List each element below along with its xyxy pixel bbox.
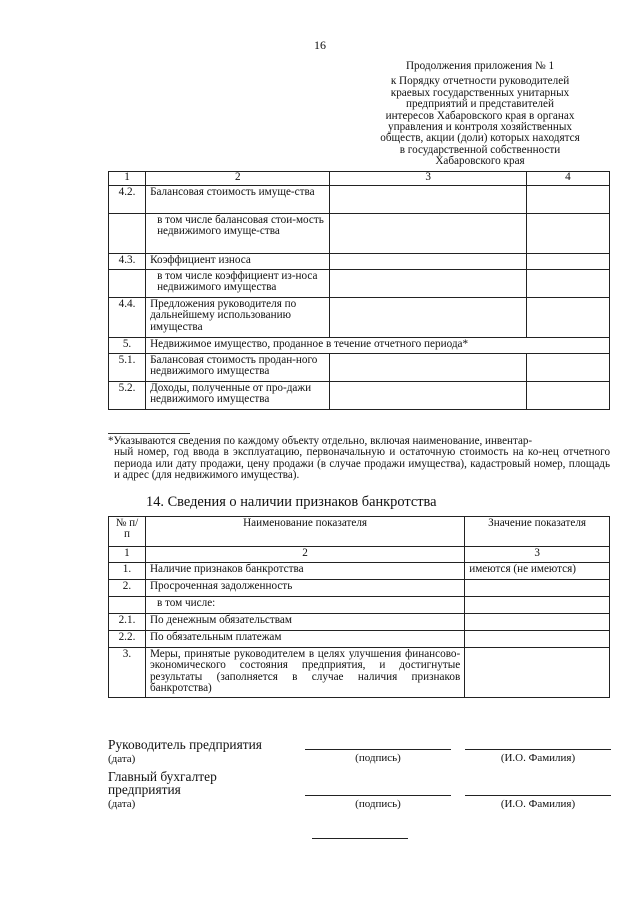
- appendix-reference: [372, 61, 588, 168]
- column-number: 1: [109, 547, 146, 563]
- table-row: [109, 597, 610, 614]
- column-numbers-row: [109, 547, 610, 563]
- row-label: Балансовая стоимость продан-ного недвижимого имущества: [146, 354, 330, 382]
- row-label: Балансовая стоимость имуще-ства: [146, 186, 330, 214]
- name-caption: (И.О. Фамилия): [500, 798, 576, 810]
- row-number: 2.: [109, 580, 146, 597]
- value-cell[interactable]: [330, 186, 526, 214]
- row-number: 4.3.: [109, 254, 146, 270]
- column-number: 1: [109, 172, 146, 186]
- head-of-enterprise-label: Руководитель предприятия: [108, 737, 262, 752]
- table-header-row: [109, 172, 610, 186]
- footnote-divider: [108, 433, 190, 434]
- section-title: 14. Сведения о наличии признаков банкротства: [146, 494, 437, 510]
- table-row: [109, 580, 610, 597]
- value-cell[interactable]: [330, 254, 526, 270]
- value-cell[interactable]: [330, 270, 526, 298]
- value-cell[interactable]: имеются (не имеются): [465, 563, 610, 580]
- name-line[interactable]: [465, 749, 611, 750]
- appendix-line: в государственной собственности: [399, 143, 561, 156]
- value-cell[interactable]: [526, 270, 609, 298]
- property-table: [108, 171, 610, 410]
- header-name: Наименование показателя: [145, 517, 464, 547]
- row-label: Меры, принятые руководителем в целях улучшения финансово-экономического состояния предприятия, и достигнутые результаты (заполняется в случае наличия признаков банкротства): [145, 648, 464, 698]
- column-number: 3: [330, 172, 526, 186]
- row-number: 5.1.: [109, 354, 146, 382]
- value-cell[interactable]: [330, 354, 526, 382]
- row-label: в том числе коэффициент из-носа недвижимого имущества: [146, 270, 330, 298]
- end-of-document-line: [312, 838, 408, 839]
- row-number: [109, 214, 146, 254]
- table-row: [109, 631, 610, 648]
- bankruptcy-table: [108, 516, 610, 698]
- row-label: Наличие признаков банкротства: [145, 563, 464, 580]
- row-label: Доходы, полученные от про-дажи недвижимого имущества: [146, 382, 330, 410]
- row-number: 4.2.: [109, 186, 146, 214]
- footnote: [108, 436, 610, 481]
- appendix-line: интересов Хабаровского края в органах: [385, 109, 575, 122]
- signature-line[interactable]: [305, 749, 451, 750]
- row-number: 1.: [109, 563, 146, 580]
- footnote-first-line: *Указываются сведения по каждому объекту отдельно, включая наименование, инвентар-: [108, 435, 533, 447]
- value-cell[interactable]: [330, 298, 526, 338]
- table-row: [109, 254, 610, 270]
- header-value: Значение показателя: [465, 517, 610, 547]
- table-header-row: [109, 517, 610, 547]
- row-label: Недвижимое имущество, проданное в течение отчетного периода*: [146, 338, 610, 354]
- appendix-line: предприятий и представителей: [406, 98, 554, 111]
- appendix-line: управления и контроля хозяйственных: [388, 121, 572, 134]
- table-row: [109, 354, 610, 382]
- row-label: Коэффициент износа: [146, 254, 330, 270]
- column-number: 4: [526, 172, 609, 186]
- row-label: в том числе балансовая стои-мость недвижимого имуще-ства: [146, 214, 330, 254]
- signature-caption: (подпись): [355, 798, 401, 810]
- signature-line[interactable]: [305, 795, 451, 796]
- value-cell[interactable]: [330, 382, 526, 410]
- name-caption: (И.О. Фамилия): [500, 752, 576, 764]
- value-cell[interactable]: [526, 186, 609, 214]
- value-cell[interactable]: [526, 354, 609, 382]
- row-number: 3.: [109, 648, 146, 698]
- value-cell[interactable]: [465, 631, 610, 648]
- value-cell[interactable]: [465, 580, 610, 597]
- date-caption: (дата): [108, 753, 136, 765]
- value-cell[interactable]: [526, 298, 609, 338]
- value-cell[interactable]: [465, 614, 610, 631]
- row-number: 2.2.: [109, 631, 146, 648]
- row-label: По обязательным платежам: [145, 631, 464, 648]
- row-number: 2.1.: [109, 614, 146, 631]
- row-number: 4.4.: [109, 298, 146, 338]
- column-number: 3: [465, 547, 610, 563]
- appendix-line: обществ, акции (доли) которых находятся: [380, 132, 580, 145]
- row-number: 5.2.: [109, 382, 146, 410]
- row-label: Предложения руководителя по дальнейшему использованию имущества: [146, 298, 330, 338]
- table-row: [109, 382, 610, 410]
- value-cell[interactable]: [526, 382, 609, 410]
- table-row: [109, 614, 610, 631]
- row-label: в том числе:: [145, 597, 464, 614]
- row-number: [109, 270, 146, 298]
- table-row: [109, 563, 610, 580]
- value-cell[interactable]: [526, 254, 609, 270]
- value-cell[interactable]: [526, 214, 609, 254]
- signature-caption: (подпись): [355, 752, 401, 764]
- name-line[interactable]: [465, 795, 611, 796]
- page-number: 16: [314, 38, 326, 52]
- appendix-line: Хабаровского края: [435, 155, 525, 168]
- table-row: [109, 338, 610, 354]
- table-row: [109, 186, 610, 214]
- table-row: [109, 648, 610, 698]
- value-cell[interactable]: [465, 648, 610, 698]
- appendix-line: к Порядку отчетности руководителей: [390, 75, 570, 88]
- row-number: 5.: [109, 338, 146, 354]
- column-number: 2: [145, 547, 464, 563]
- appendix-line: краевых государственных унитарных: [390, 86, 570, 99]
- table-row: [109, 270, 610, 298]
- value-cell[interactable]: [465, 597, 610, 614]
- column-number: 2: [146, 172, 330, 186]
- chief-accountant-label: Главный бухгалтер предприятия: [108, 769, 217, 798]
- table-row: [109, 298, 610, 338]
- table-row: [109, 214, 610, 254]
- date-caption: (дата): [108, 798, 136, 810]
- row-label: По денежным обязательствам: [145, 614, 464, 631]
- header-number: № п/п: [109, 517, 146, 547]
- footnote-continuation: ный номер, год ввода в эксплуатацию, первоначальную и остаточную стоимость на ко-нец отчетного периода или дату продажи, цену продажи (в случае продажи имущества), кадастровый номер, площадь и адрес (для недвижимого имущества).: [114, 446, 610, 481]
- row-label: Просроченная задолженность: [145, 580, 464, 597]
- appendix-title: Продолжения приложения № 1: [405, 60, 555, 72]
- row-number: [109, 597, 146, 614]
- value-cell[interactable]: [330, 214, 526, 254]
